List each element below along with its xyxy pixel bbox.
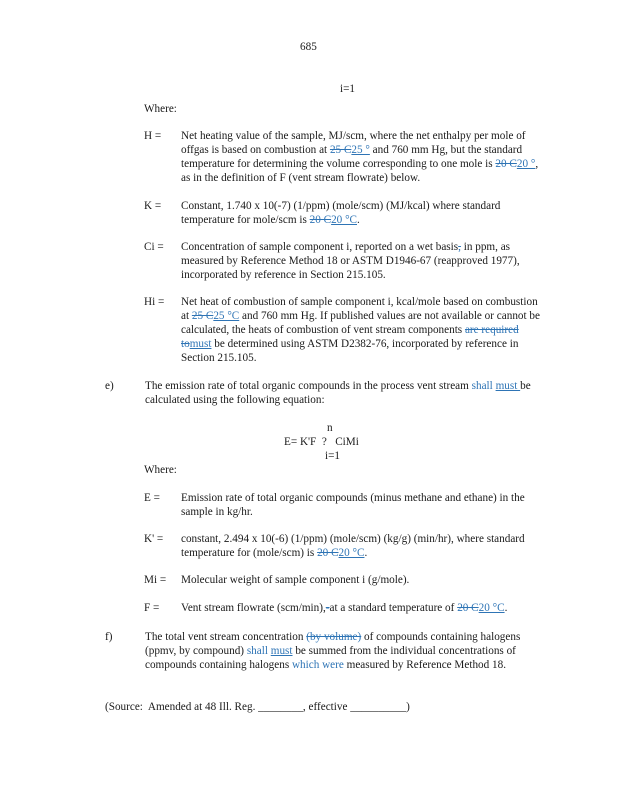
definition-term: E = <box>144 492 160 504</box>
definition-H <box>144 129 544 185</box>
definition-text: Net heat of combustion of sample component i, kcal/mole based on combustion at 25 C25 °C and 760 mm Hg. If published values are not available or cannot be calculated, the heats of combustion of vent stream components are required tomust be determined using ASTM D2382-76, incorporated by reference in Section 215.105. <box>181 296 540 364</box>
definition-F <box>144 601 544 615</box>
definition-term: F = <box>144 602 160 614</box>
item-label: f) <box>105 631 113 643</box>
item-text: The total vent stream concentration (by volume) of compounds containing halogens (ppmv, by compound) shall must be summed from the individual concentrations of compounds containing halogens which were measured by Reference Method 18. <box>145 631 521 671</box>
definition-Ci <box>144 240 544 282</box>
equation-lower-limit: i=1 <box>325 450 341 462</box>
definition-E <box>144 491 544 519</box>
definition-Mi <box>144 573 544 587</box>
item-e <box>105 379 545 407</box>
definition-text: Molecular weight of sample component i (g/mole). <box>181 574 410 586</box>
equation-upper-limit: n <box>327 422 333 434</box>
definition-text: constant, 2.494 x 10(-6) (1/ppm) (mole/scm) (kg/g) (min/hr), where standard temperature for (mole/scm) is 20 C20 °C. <box>181 533 525 559</box>
definition-Hi <box>144 295 544 365</box>
item-f <box>105 630 545 672</box>
definition-term: Hi = <box>144 296 165 308</box>
where-label: Where: <box>144 464 177 476</box>
definition-text: Emission rate of total organic compounds (minus methane and ethane) in the sample in kg/hr. <box>181 492 525 518</box>
definition-text: Concentration of sample component i, reported on a wet basis, in ppm, as measured by Reference Method 18 or ASTM D1946-67 (reapproved 1977), incorporated by reference in Section 215.105. <box>181 241 520 281</box>
definition-text: Constant, 1.740 x 10(-7) (1/ppm) (mole/scm) (MJ/kcal) where standard temperature for mole/scm is 20 C20 °C. <box>181 200 501 226</box>
definition-term: H = <box>144 130 162 142</box>
definition-term: Mi = <box>144 574 167 586</box>
item-text: The emission rate of total organic compounds in the process vent stream shall must be calculated using the following equation: <box>145 380 531 406</box>
definition-text: Net heating value of the sample, MJ/scm, where the net enthalpy per mole of offgas is based on combustion at 25 C25 ° and 760 mm Hg, but the standard temperature for determining the volume corresponding to one mole is 20 C20 °, as in the definition of F (vent stream flowrate) below. <box>181 130 539 184</box>
source-note: (Source: Amended at 48 Ill. Reg. ________, effective __________) <box>105 701 410 713</box>
item-label: e) <box>105 380 114 392</box>
definition-term: Ci = <box>144 241 164 253</box>
page-number: 685 <box>300 41 317 53</box>
definition-term: K' = <box>144 533 164 545</box>
definition-K-prime <box>144 532 544 560</box>
definition-term: K = <box>144 200 162 212</box>
definition-K <box>144 199 544 227</box>
equation-lower-limit: i=1 <box>340 83 356 95</box>
emission-equation: E= K'F ? CiMi <box>284 436 359 448</box>
definition-text: Vent stream flowrate (scm/min),-at a standard temperature of 20 C20 °C. <box>181 602 508 614</box>
where-label: Where: <box>144 103 177 115</box>
